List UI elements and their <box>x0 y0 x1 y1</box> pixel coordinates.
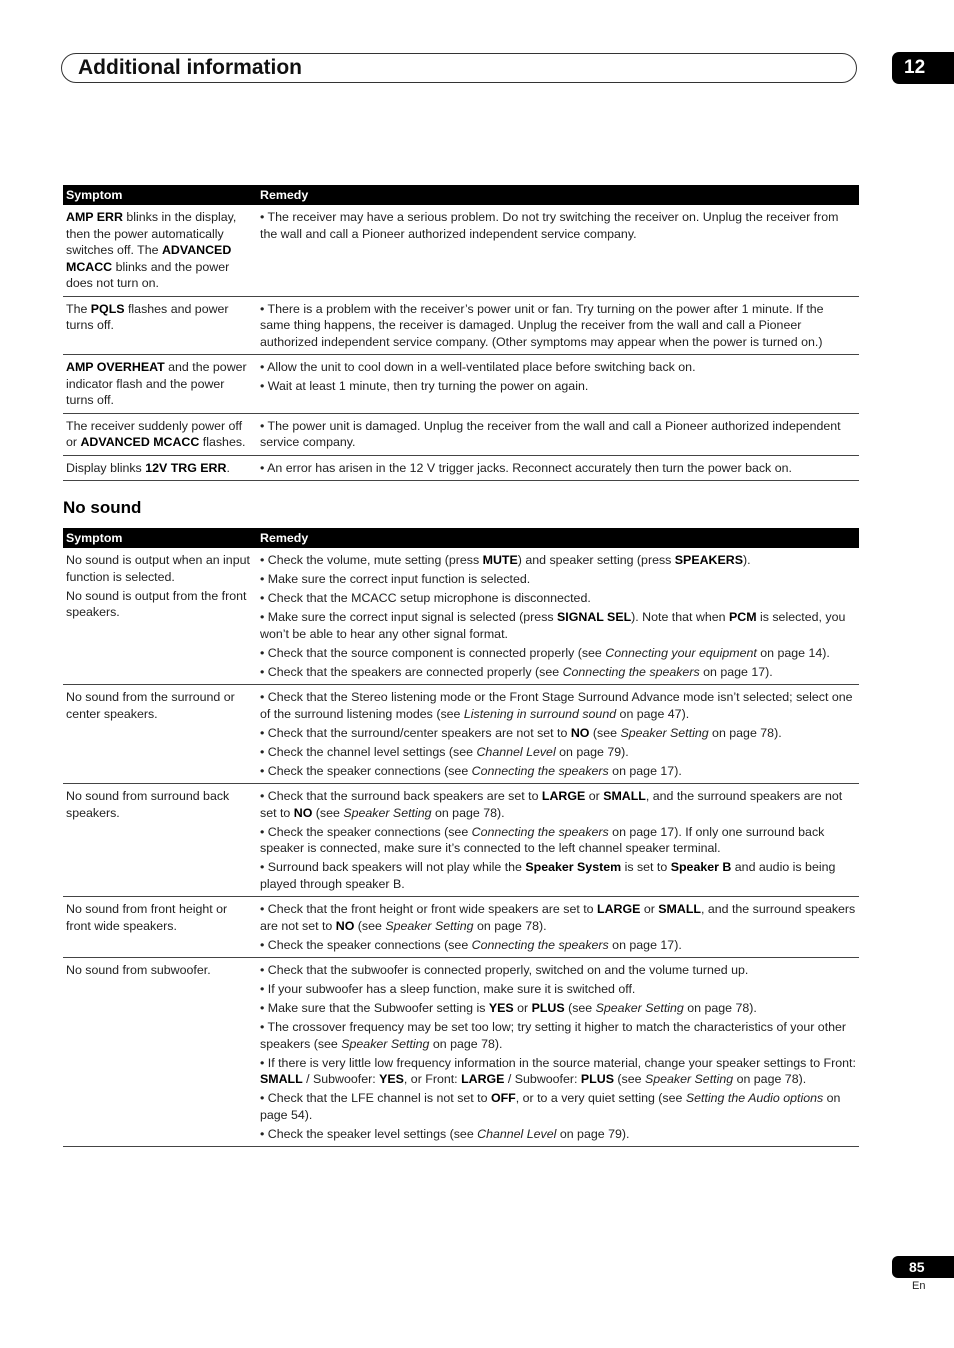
remedy-item: • Check the speaker level settings (see Channel Level on page 79). <box>260 1126 630 1141</box>
troubleshooting-table-no-sound <box>63 528 859 1147</box>
table-row <box>63 548 859 685</box>
symptom-cell: No sound from subwoofer. <box>63 958 257 1147</box>
column-header-remedy: Remedy <box>257 185 859 205</box>
remedy-item: • Check that the surround back speakers are set to LARGE or SMALL, and the surround speakers are not set to NO (see Speaker Setting on page 78). <box>260 789 843 820</box>
remedy-item: • Check the speaker connections (see Connecting the speakers on page 17). If only one surround back speaker is connected, make sure it’s connected to the left channel speaker terminal. <box>260 824 825 855</box>
table-body <box>63 548 859 1147</box>
remedy-cell <box>257 784 859 897</box>
remedy-cell <box>257 897 859 958</box>
remedy-item: • Check that the source component is connected properly (see Connecting your equipment on page 14). <box>260 645 830 660</box>
remedy-item: • There is a problem with the receiver’s power unit or fan. Try turning on the power after 1 minute. If the same thing happens, the receiver is damaged. Unplug the receiver from the wall and call a Pioneer authorized independent service company. (Other symptoms may appear when the power is turned on.) <box>260 301 824 349</box>
remedy-cell <box>257 355 859 414</box>
symptom-cell: AMP ERR blinks in the display, then the power automatically switches off. The ADVANCED MCACC blinks and the power does not turn on. <box>63 205 257 296</box>
remedy-item: • Check that the LFE channel is not set to OFF, or to a very quiet setting (see Setting the Audio options on page 54). <box>260 1091 841 1122</box>
column-header-symptom: Symptom <box>63 185 257 205</box>
remedy-cell <box>257 413 859 455</box>
table-row <box>63 455 859 481</box>
remedy-item: • Check the speaker connections (see Connecting the speakers on page 17). <box>260 937 682 952</box>
remedy-cell <box>257 205 859 296</box>
remedy-item: • Wait at least 1 minute, then try turning the power on again. <box>260 379 589 393</box>
table-row <box>63 784 859 897</box>
remedy-cell <box>257 685 859 784</box>
remedy-item: • Check the channel level settings (see Channel Level on page 79). <box>260 744 629 759</box>
table-row <box>63 296 859 355</box>
page-title: Additional information <box>78 56 302 79</box>
remedy-item: • Check that the front height or front wide speakers are set to LARGE or SMALL, and the surround speakers are not set to NO (see Speaker Setting on page 78). <box>260 902 856 933</box>
remedy-item: • The crossover frequency may be set too low; try setting it higher to match the characteristics of your other speakers (see Speaker Setting on page 78). <box>260 1020 847 1051</box>
troubleshooting-table-power <box>63 185 859 481</box>
column-header-remedy: Remedy <box>257 528 859 548</box>
symptom-cell: The PQLS flashes and power turns off. <box>63 296 257 355</box>
remedy-item: • Check that the MCACC setup microphone is disconnected. <box>260 591 591 605</box>
column-header-symptom: Symptom <box>63 528 257 548</box>
remedy-item: • If there is very little low frequency information in the source material, change your speaker settings to Front: SMALL / Subwoofer: YES, or Front: LARGE / Subwoofer: PLUS (see Speaker Setting on page 78). <box>260 1055 856 1086</box>
remedy-item: • Make sure that the Subwoofer setting is YES or PLUS (see Speaker Setting on page 78). <box>260 1001 757 1015</box>
remedy-cell <box>257 958 859 1147</box>
page-number: 85 <box>892 1256 954 1278</box>
language-code: En <box>912 1280 926 1292</box>
table-row <box>63 958 859 1147</box>
remedy-cell <box>257 455 859 481</box>
chapter-number: 12 <box>892 52 954 84</box>
remedy-cell <box>257 548 859 685</box>
remedy-item: • Make sure the correct input signal is selected (press SIGNAL SEL). Note that when PCM is selected, you won’t be able to hear any other signal format. <box>260 610 846 641</box>
remedy-item: • Check that the subwoofer is connected properly, switched on and the volume turned up. <box>260 963 749 977</box>
remedy-item: • The receiver may have a serious problem. Do not try switching the receiver on. Unplug the receiver from the wall and call a Pioneer authorized independent service company. <box>260 210 839 241</box>
table-row <box>63 355 859 414</box>
remedy-cell <box>257 296 859 355</box>
table-row <box>63 685 859 784</box>
symptom-cell: No sound from front height or front wide speakers. <box>63 897 257 958</box>
remedy-item: • Surround back speakers will not play while the Speaker System is set to Speaker B and audio is being played through speaker B. <box>260 860 836 891</box>
remedy-item: • Allow the unit to cool down in a well-ventilated place before switching back on. <box>260 360 696 374</box>
table-row <box>63 413 859 455</box>
table-body <box>63 205 859 481</box>
symptom-cell: No sound from surround back speakers. <box>63 784 257 897</box>
remedy-item: • Check the volume, mute setting (press MUTE) and speaker setting (press SPEAKERS). <box>260 553 751 567</box>
remedy-item: • Check that the Stereo listening mode or the Front Stage Surround Advance mode isn’t selected; select one of the surround listening modes (see Listening in surround sound on page 47). <box>260 690 853 721</box>
table-row <box>63 897 859 958</box>
remedy-item: • An error has arisen in the 12 V trigger jacks. Reconnect accurately then turn the power back on. <box>260 460 792 475</box>
symptom-cell: AMP OVERHEAT and the power indicator flash and the power turns off. <box>63 355 257 414</box>
remedy-item: • Check the speaker connections (see Connecting the speakers on page 17). <box>260 763 682 778</box>
remedy-item: • The power unit is damaged. Unplug the receiver from the wall and call a Pioneer authorized independent service company. <box>260 418 841 449</box>
remedy-item: • Check that the surround/center speakers are not set to NO (see Speaker Setting on page 78). <box>260 725 782 740</box>
remedy-item: • Check that the speakers are connected properly (see Connecting the speakers on page 17). <box>260 664 773 679</box>
remedy-item: • Make sure the correct input function is selected. <box>260 572 531 586</box>
symptom-cell: The receiver suddenly power off or ADVANCED MCACC flashes. <box>63 413 257 455</box>
symptom-cell: No sound is output when an input function is selected. No sound is output from the front speakers. <box>63 548 257 685</box>
remedy-item: • If your subwoofer has a sleep function, make sure it is switched off. <box>260 982 636 996</box>
section-title-no-sound: No sound <box>63 498 142 517</box>
symptom-cell: No sound from the surround or center speakers. <box>63 685 257 784</box>
symptom-cell: Display blinks 12V TRG ERR. <box>63 455 257 481</box>
table-row <box>63 205 859 296</box>
